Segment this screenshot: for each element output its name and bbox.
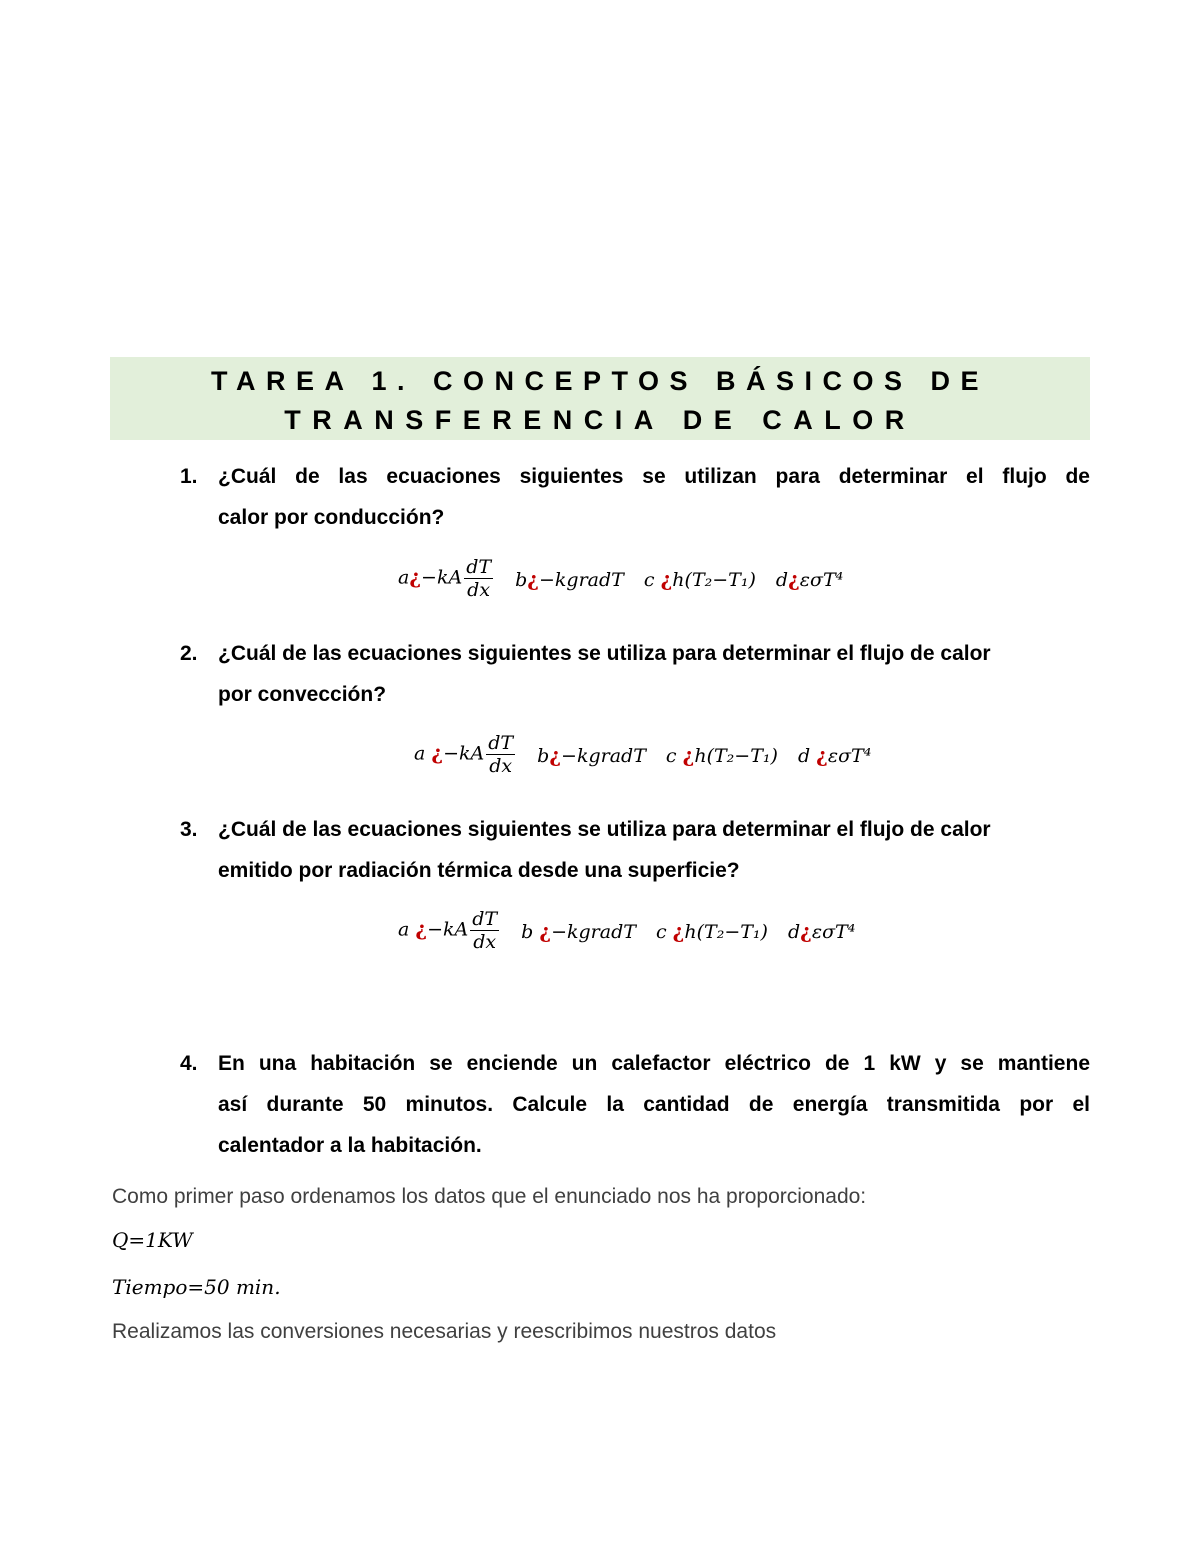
option-letter: a: [414, 742, 426, 765]
options-row-3: [398, 908, 869, 958]
outro-paragraph: Realizamos las conversiones necesarias y reescribimos nuestros datos: [112, 1320, 777, 1343]
option-b: [521, 919, 636, 943]
option-letter: c: [665, 744, 677, 767]
option-a: [398, 556, 495, 601]
fraction-denominator: dx: [467, 579, 491, 601]
fraction-numerator: dT: [488, 732, 514, 754]
options-row-2: [414, 732, 885, 782]
glyph: ¿: [527, 566, 539, 591]
question-1: [180, 456, 1090, 538]
option-letter: c: [655, 920, 667, 943]
option-letter: d: [775, 568, 789, 591]
option-c: [656, 919, 768, 943]
title-line-1: TAREA 1. CONCEPTOS BÁSICOS DE: [210, 366, 990, 396]
option-letter: b: [537, 744, 550, 767]
question-4: [180, 1043, 1090, 1166]
glyph: ¿: [816, 742, 828, 767]
glyph: ¿: [800, 918, 812, 943]
question-number: 1.: [180, 465, 198, 488]
option-b: [537, 743, 646, 767]
fraction-denominator: dx: [473, 931, 497, 953]
glyph: ¿: [431, 740, 444, 765]
fraction-numerator: dT: [466, 556, 492, 578]
option-expr: −kA: [443, 742, 485, 765]
intro-paragraph: Como primer paso ordenamos los datos que el enunciado nos ha proporcionado:: [112, 1185, 867, 1208]
option-letter: a: [398, 566, 410, 589]
question-text: ¿Cuál de las ecuaciones siguientes se utiliza para determinar el flujo de calor: [218, 642, 991, 665]
option-expr: −kA: [427, 918, 469, 941]
question-number: 4.: [180, 1052, 198, 1075]
option-expr: εσT⁴: [811, 920, 856, 943]
option-expr: εσT⁴: [827, 744, 872, 767]
question-number: 3.: [180, 818, 198, 841]
option-letter: c: [643, 568, 655, 591]
option-d: [798, 743, 871, 767]
question-3: [180, 809, 1090, 891]
option-letter: b: [515, 568, 528, 591]
question-text: emitido por radiación térmica desde una superficie?: [218, 859, 740, 882]
question-text: calentador a la habitación.: [218, 1134, 482, 1157]
fraction-denominator: dx: [489, 755, 513, 777]
option-expr: −kgradT: [561, 744, 646, 767]
option-expr: h(T₂−T₁): [694, 744, 778, 767]
glyph: ¿: [549, 742, 562, 767]
option-expr: h(T₂−T₁): [684, 920, 768, 943]
glyph: ¿: [415, 916, 428, 941]
option-d: [776, 567, 843, 591]
fraction: [470, 908, 499, 953]
fraction-numerator: dT: [472, 908, 498, 930]
glyph: ¿: [539, 918, 552, 943]
glyph: ¿: [660, 566, 673, 591]
question-text: En una habitación se enciende un calefactor eléctrico de 1 kW y se mantiene: [218, 1052, 1090, 1075]
option-c: [644, 567, 756, 591]
glyph: ¿: [672, 918, 685, 943]
option-letter: a: [398, 918, 410, 941]
question-text: por convección?: [218, 683, 387, 706]
option-c: [666, 743, 778, 767]
option-letter: d: [788, 920, 801, 943]
option-letter: b: [521, 920, 534, 943]
question-text: calor por conducción?: [218, 506, 445, 529]
title-line-2: TRANSFERENCIA DE CALOR: [284, 405, 916, 435]
question-text: así durante 50 minutos. Calcule la cantidad de energía transmitida por el: [218, 1093, 1090, 1116]
title-banner: [110, 357, 1090, 440]
options-row-1: [398, 556, 857, 606]
option-a: [398, 908, 501, 953]
option-expr: h(T₂−T₁): [672, 568, 756, 591]
question-2: [180, 633, 1090, 715]
glyph: ¿: [788, 566, 800, 591]
equation-power: Q=1KW: [112, 1228, 193, 1252]
option-d: [788, 919, 855, 943]
option-a: [414, 732, 517, 777]
option-letter: d: [797, 744, 811, 767]
fraction: [464, 556, 493, 601]
glyph: ¿: [409, 564, 422, 589]
fraction: [486, 732, 515, 777]
question-text: ¿Cuál de las ecuaciones siguientes se utilizan para determinar el flujo de: [218, 465, 1090, 488]
glyph: ¿: [682, 742, 695, 767]
question-number: 2.: [180, 642, 198, 665]
option-expr: −kgradT: [551, 920, 636, 943]
question-text: ¿Cuál de las ecuaciones siguientes se utiliza para determinar el flujo de calor: [218, 818, 991, 841]
option-expr: −kgradT: [538, 568, 624, 591]
option-b: [515, 567, 624, 591]
option-expr: −kA: [421, 566, 463, 589]
option-expr: εσT⁴: [799, 568, 844, 591]
equation-time: Tiempo=50 min.: [112, 1275, 281, 1299]
